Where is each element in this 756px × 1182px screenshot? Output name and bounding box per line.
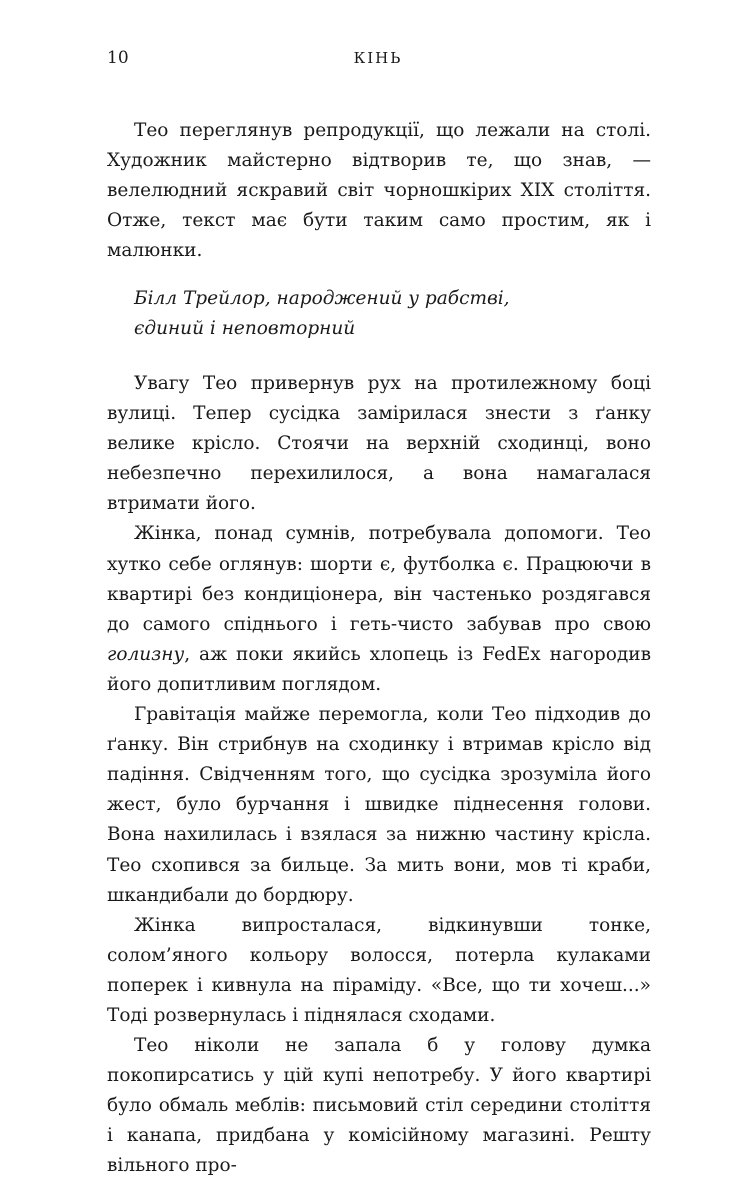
epigraph-line-1: Білл Трейлор, народжений у рабстві,	[134, 288, 510, 309]
running-title: КІНЬ	[353, 49, 403, 67]
epigraph	[134, 284, 634, 344]
paragraph-4: Гравітація майже перемогла, коли Тео підходив до ґанку. Він стрибнув на сходинку і втримав крісло від падіння. Свідченням того, що сусідка зрозуміла його жест, було бурчання і швидке піднесення голови. Вона нахилилась і взялася за нижню частину крісла. Тео схопився за бильце. За мить вони, мов ті краби, шкандибали до бордюру.	[107, 704, 651, 906]
paragraph-2: Увагу Тео привернув рух на протилежному боці вулиці. Тепер сусідка замірилася знести з ґанку велике крісло. Стоячи на верхній сходинці, воно небезпечно перехилилося, а вона намагалася втримати його.	[107, 373, 651, 515]
epigraph-line-2: єдиний і неповторний	[134, 318, 356, 340]
paragraph-5: Жінка випросталася, відкинувши тонке, солом’яного кольору волосся, потерла кулаками поперек і кивнула на піраміду. «Все, що ти хочеш...» Тоді розвернулась і піднялася сходами.	[107, 914, 651, 1026]
paragraph-3-text-b: , аж поки якийсь хлопець із FedEx нагородив його допитливим поглядом.	[107, 643, 651, 695]
paragraph-6: Тео ніколи не запала б у голову думка покопирсатись у цій купі непотребу. У його квартирі було обмаль меблів: письмовий стіл середини століття і канапа, придбана у комісійному магазині. Решту вільного про-	[107, 1035, 651, 1177]
paragraph-1: Тео переглянув репродукції, що лежали на столі. Художник майстерно відтворив те, що знав, — велелюдний яскравий світ чорношкірих XIX століття. Отже, текст має бути таким само простим, як і малюнки.	[107, 120, 651, 262]
paragraph-3-italic: голизну	[107, 643, 185, 665]
text-block-top	[107, 116, 651, 266]
page-number: 10	[107, 48, 129, 68]
paragraph-3	[107, 519, 651, 700]
text-block-main	[107, 369, 651, 1182]
paragraph-3-text-a: Жінка, понад сумнів, потребувала допомоги. Тео хутко себе оглянув: шорти є, футболка є. Працюючи в квартирі без кондиціонера, він частенько роздягався до самого спіднього і геть-чисто забував про свою	[107, 523, 651, 635]
